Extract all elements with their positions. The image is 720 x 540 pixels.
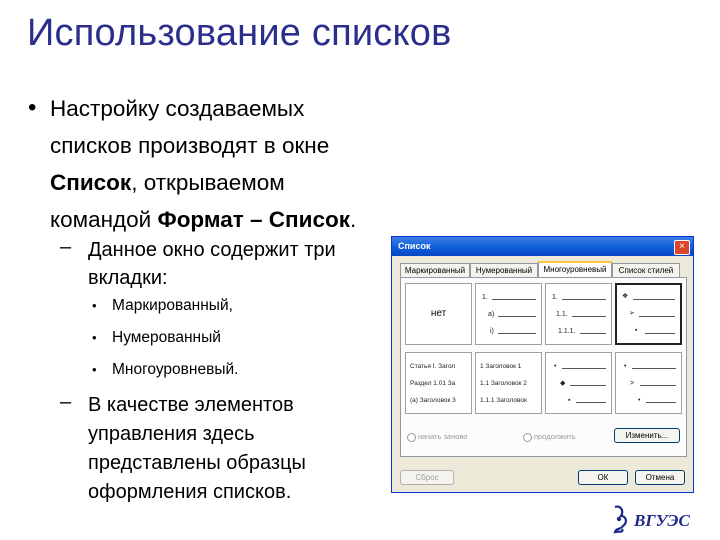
bullet-1-line-4-post: . bbox=[349, 207, 357, 232]
ok-button[interactable]: ОК bbox=[578, 470, 628, 485]
sample-line bbox=[562, 299, 606, 300]
dash-marker: – bbox=[60, 236, 72, 258]
tab-item-marked: Маркированный, bbox=[112, 297, 233, 314]
sample-line bbox=[562, 368, 606, 369]
sample-line bbox=[640, 385, 676, 386]
reset-button[interactable]: Сброс bbox=[400, 470, 454, 485]
dot-bullet-icon: • bbox=[554, 363, 557, 370]
tab-numbered[interactable]: Нумерованный bbox=[470, 263, 538, 277]
sample-bullets[interactable] bbox=[545, 352, 612, 414]
logo-text: ВГУЭС bbox=[634, 511, 690, 530]
sample-heading: (a) Заголовок 3 bbox=[410, 397, 456, 404]
sample-heading: 1.1 Заголовок 2 bbox=[480, 380, 527, 387]
tab-multilevel[interactable]: Многоуровневый bbox=[538, 261, 612, 279]
sub-bullet-1-line-1: Данное окно содержит три bbox=[88, 239, 336, 261]
sub-bullet-2-line-1: В качестве элементов bbox=[88, 394, 294, 416]
sub-bullet-2-line-4: оформления списков. bbox=[88, 481, 292, 503]
sample-article[interactable] bbox=[405, 352, 472, 414]
sub-bullet-2-line-3: представлены образцы bbox=[88, 452, 306, 474]
arrow-bullet-icon: ➢ bbox=[629, 310, 635, 317]
sample-line bbox=[498, 333, 536, 334]
dot-bullet-icon: ▪ bbox=[568, 397, 571, 404]
cancel-button[interactable]: Отмена bbox=[635, 470, 685, 485]
tab-style-list[interactable]: Список стилей bbox=[612, 263, 680, 277]
restart-numbering-label: начать заново bbox=[418, 432, 468, 441]
continue-numbering-radio[interactable] bbox=[523, 433, 532, 442]
sample-heading: 1.1.1 Заголовок bbox=[480, 397, 527, 404]
sample-line bbox=[580, 333, 606, 334]
sample-line bbox=[639, 316, 675, 317]
dot-bullet-icon: • bbox=[624, 363, 627, 370]
sample-heading: 1 Заголовок 1 bbox=[480, 363, 522, 370]
dot-bullet-icon: ▪ bbox=[635, 327, 638, 334]
bullet-marker: • bbox=[92, 298, 97, 313]
sub-bullet-2-text bbox=[88, 391, 378, 507]
bullet-marker: • bbox=[92, 362, 97, 377]
sample-heading: Статья I. Загол bbox=[410, 363, 456, 370]
sample-marker: 1.1. bbox=[556, 311, 568, 318]
sample-line bbox=[570, 385, 606, 386]
bullet-1-line-3 bbox=[50, 164, 460, 201]
samples-panel bbox=[400, 277, 687, 457]
bold-term-spisok: Список bbox=[50, 170, 132, 195]
bullet-1-line-4 bbox=[50, 201, 460, 238]
sample-dotted[interactable] bbox=[615, 352, 682, 414]
bullet-1-line-1: Настройку создаваемых bbox=[50, 96, 305, 121]
tab-item-numbered: Нумерованный bbox=[112, 329, 221, 346]
bullet-1-line-2: списков производят в окне bbox=[50, 133, 330, 158]
bullet-1-line-3-rest: , открываемом bbox=[131, 170, 285, 195]
bullet-1-line-4-pre: командой bbox=[50, 207, 158, 232]
university-logo bbox=[612, 503, 708, 535]
sample-marker: a) bbox=[488, 311, 495, 318]
bold-term-format-spisok: Формат – Список bbox=[157, 207, 350, 232]
sample-line bbox=[645, 333, 675, 334]
slide-title: Использование списков bbox=[27, 12, 452, 54]
tab-item-multilevel: Многоуровневый. bbox=[112, 361, 239, 378]
sample-line bbox=[576, 402, 606, 403]
sample-arrows-selected[interactable] bbox=[615, 283, 682, 345]
sample-none[interactable] bbox=[405, 283, 472, 345]
diamond-bullet-icon: ◆ bbox=[560, 380, 566, 387]
sample-line bbox=[632, 368, 676, 369]
sample-legal[interactable] bbox=[545, 283, 612, 345]
sample-heading-numbers[interactable] bbox=[475, 352, 542, 414]
dash-marker: – bbox=[60, 391, 72, 413]
sub-bullet-2-line-2: управления здесь bbox=[88, 423, 255, 445]
close-icon[interactable]: × bbox=[674, 240, 690, 255]
restart-numbering-radio[interactable] bbox=[407, 433, 416, 442]
sample-numbered-mixed[interactable] bbox=[475, 283, 542, 345]
sample-marker: i) bbox=[490, 328, 494, 335]
sample-line bbox=[492, 299, 536, 300]
list-dialog bbox=[391, 236, 694, 493]
dialog-title: Список bbox=[392, 237, 693, 256]
sample-line bbox=[498, 316, 536, 317]
sample-line bbox=[646, 402, 676, 403]
sub-bullet-1-line-2: вкладки: bbox=[88, 267, 168, 289]
sub-bullet-1-text bbox=[88, 236, 388, 292]
bullet-marker: • bbox=[28, 94, 37, 121]
sample-marker: 1.1.1. bbox=[558, 328, 576, 335]
bullet-marker: • bbox=[92, 330, 97, 345]
sample-line bbox=[633, 299, 675, 300]
arrow-bullet-icon: > bbox=[630, 380, 635, 387]
arrow-bullet-icon: ❖ bbox=[622, 293, 629, 300]
sample-marker: 1. bbox=[552, 294, 558, 301]
bullet-1-text bbox=[50, 90, 460, 238]
dot-bullet-icon: • bbox=[638, 397, 641, 404]
sample-line bbox=[572, 316, 606, 317]
sample-heading: Раздел 1.01 За bbox=[410, 380, 456, 387]
tab-marked[interactable]: Маркированный bbox=[400, 263, 470, 277]
continue-numbering-label: продолжить bbox=[534, 432, 576, 441]
logo-icon bbox=[612, 503, 708, 535]
none-label: нет bbox=[430, 308, 447, 319]
change-button[interactable]: Изменить... bbox=[614, 428, 680, 443]
sample-marker: 1. bbox=[482, 294, 488, 301]
